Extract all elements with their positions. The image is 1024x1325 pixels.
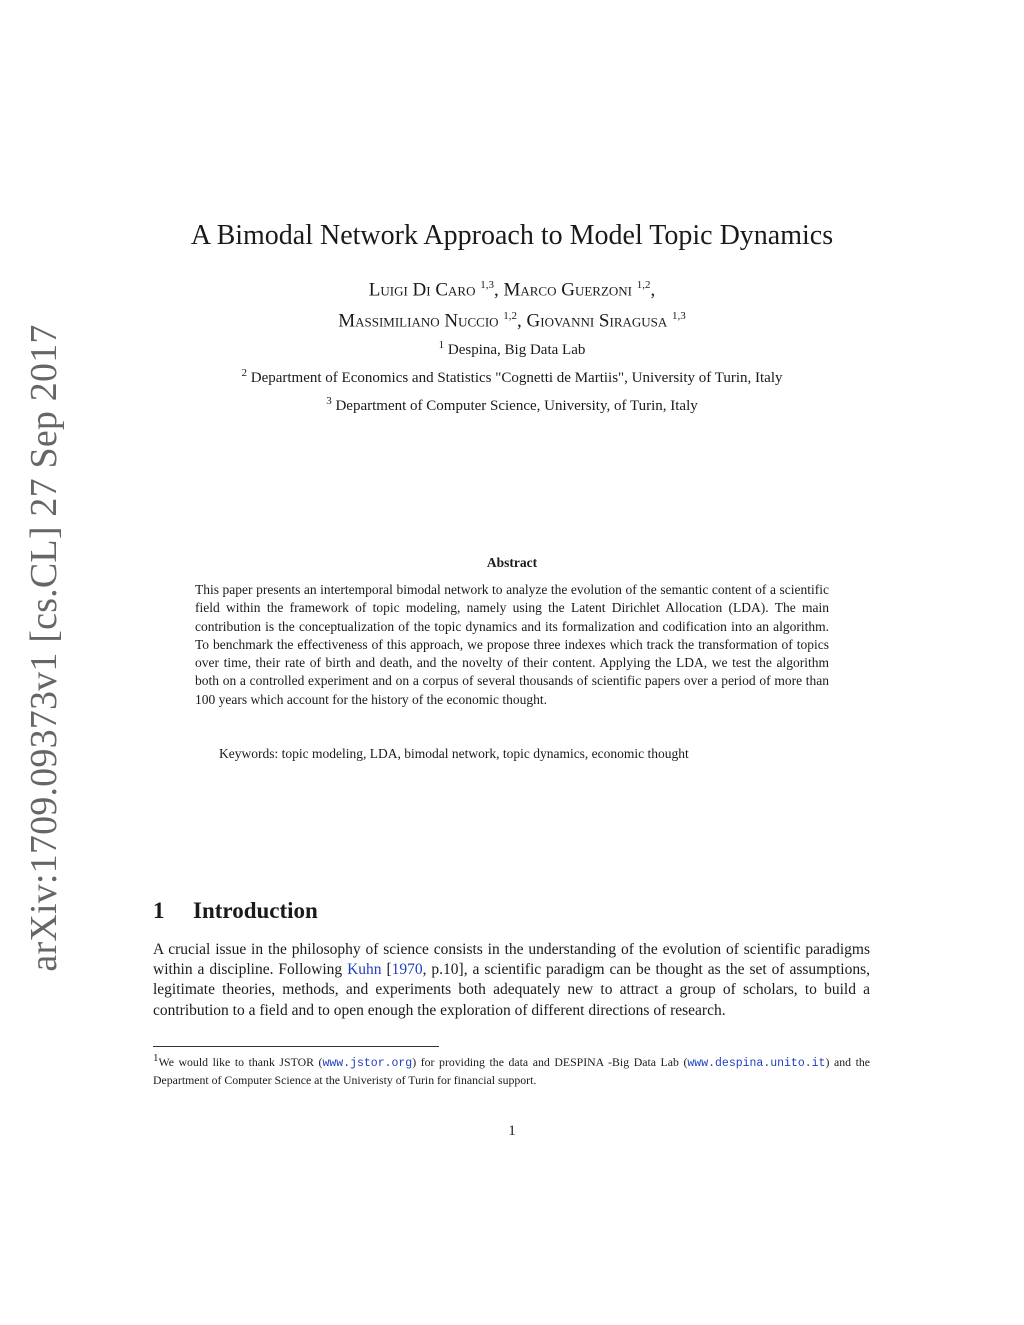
footnote-text: ) for providing the data and DESPINA -Big Data Lab ( bbox=[412, 1054, 688, 1069]
author-name: Massimiliano Nuccio bbox=[338, 310, 499, 332]
author-name: Giovanni Siragusa bbox=[526, 310, 668, 332]
author-line-2: Massimiliano Nuccio $^{1,2}$, Giovanni Siragusa $^{1,3}$ bbox=[338, 310, 686, 332]
affiliation-number: 1 bbox=[438, 339, 445, 351]
section-heading bbox=[153, 898, 318, 924]
abstract-heading: Abstract bbox=[486, 555, 538, 570]
despina-link[interactable]: www.despina.unito.it bbox=[687, 1056, 826, 1070]
affiliation-text: Department of Economics and Statistics "Cognetti de Martiis", University of Turin, Italy bbox=[250, 370, 783, 386]
citation-year-link[interactable]: 1970 bbox=[391, 961, 423, 979]
affiliation-number: 3 bbox=[326, 395, 332, 407]
footnote bbox=[153, 1050, 870, 1089]
introduction-paragraph bbox=[153, 940, 870, 1021]
author-name: Luigi Di Caro bbox=[368, 279, 476, 301]
author-line-1: Luigi Di Caro $^{1,3}$, Marco Guerzoni $^{1,2}$, bbox=[368, 279, 656, 301]
paper-title: A Bimodal Network Approach to Model Topic Dynamics bbox=[190, 220, 834, 251]
page-number: 1 bbox=[508, 1123, 516, 1139]
intro-text-start: A crucial issue in the philosophy of science consists in the understanding of the evolution of scientific paradigms within a discipline. Following bbox=[153, 941, 870, 979]
keywords: Keywords: topic modeling, LDA, bimodal network, topic dynamics, economic thought bbox=[219, 746, 689, 761]
section-title: Introduction bbox=[193, 898, 318, 923]
jstor-link[interactable]: www.jstor.org bbox=[322, 1056, 413, 1070]
footnote-marker: 1 bbox=[153, 1052, 159, 1064]
affiliation-text: Despina, Big Data Lab bbox=[447, 342, 586, 358]
author-affiliation-marker: 1,2 bbox=[636, 279, 651, 291]
abstract-body: This paper presents an intertemporal bimodal network to analyze the evolution of the semantic content of a scientific field within the framework of topic modeling, namely using the Latent Dirichlet Allocation (LDA). The main contribution is the conceptualization of the topic dynamics and its formalization and codification into an algorithm. To benchmark the effectiveness of this approach, we propose three indexes which track the transformation of topics over time, their rate of birth and death, and the novelty of their content. Applying the LDA, we test the algorithm both on a controlled experiment and on a corpus of several thousands of scientific papers over a period of more than 100 years which account for the history of the economic thought. bbox=[195, 582, 829, 707]
section-number: 1 bbox=[153, 898, 165, 923]
affiliation bbox=[0, 362, 1024, 390]
affiliation-list bbox=[0, 334, 1024, 418]
affiliation-text: Department of Computer Science, University, of Turin, Italy bbox=[335, 398, 698, 414]
citation-bracket-open: [ bbox=[381, 961, 392, 979]
author-affiliation-marker: 1,3 bbox=[672, 310, 686, 323]
affiliation bbox=[0, 334, 1024, 362]
author-affiliation-marker: 1,2 bbox=[503, 310, 518, 323]
footnote-text: ) and the Department of Computer Science at the Univeristy of Turin for financial support. bbox=[153, 1054, 870, 1087]
citation-bracket-close: , p.10] bbox=[422, 961, 464, 979]
footnote-text: We would like to thank JSTOR ( bbox=[158, 1054, 323, 1069]
affiliation bbox=[0, 390, 1024, 418]
arxiv-identifier: arXiv:1709.09373v1 [cs.CL] 27 Sep 2017 bbox=[23, 324, 65, 972]
author-list bbox=[0, 272, 1024, 335]
affiliation-number: 2 bbox=[241, 367, 247, 379]
author-affiliation-marker: 1,3 bbox=[480, 279, 494, 291]
citation-author-link[interactable]: Kuhn bbox=[347, 961, 382, 979]
intro-text-end: , a scientific paradigm can be thought as the set of assumptions, legitimate theories, methods, and experiments both adequately new to attract a group of scholars, to build a contribution to a field and to open enough the exploration of different directions of research. bbox=[153, 961, 870, 1019]
footnote-divider bbox=[153, 1046, 439, 1047]
author-name: Marco Guerzoni bbox=[503, 279, 632, 301]
